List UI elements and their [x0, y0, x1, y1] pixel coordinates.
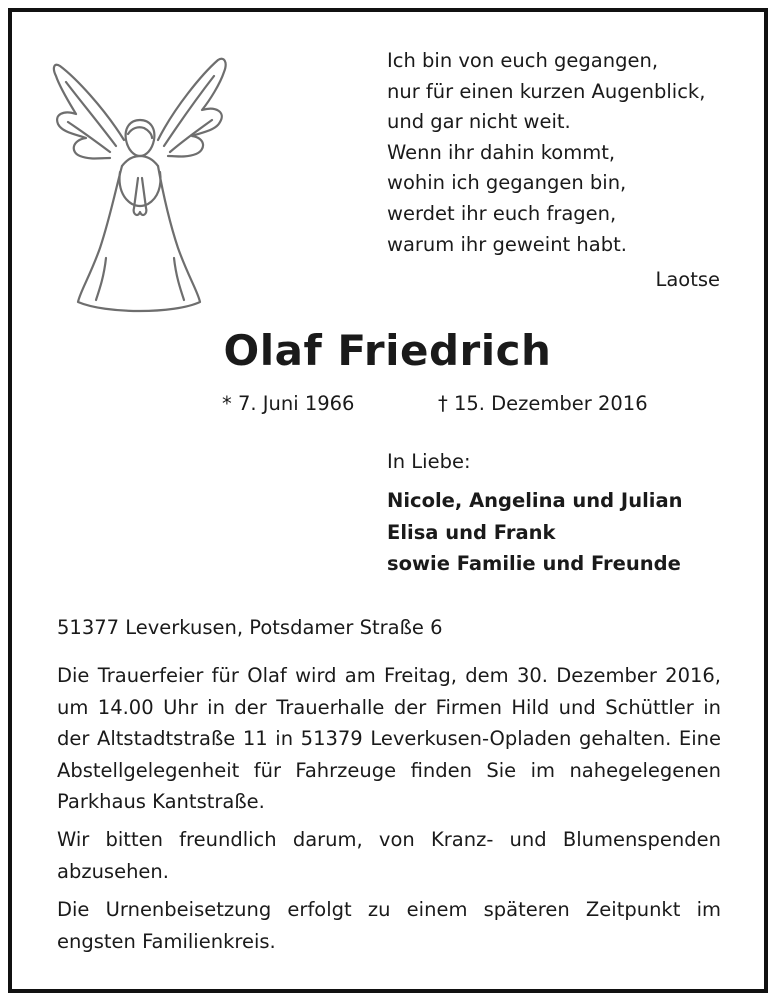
poem-line: warum ihr geweint habt. [387, 232, 627, 256]
poem-line: Wenn ihr dahin kommt, [387, 140, 616, 164]
poem-line: wohin ich gegangen bin, [387, 171, 627, 195]
poem-line: Ich bin von euch gegangen, [387, 49, 659, 72]
mourner-line: Nicole, Angelina und Julian [387, 489, 683, 512]
deceased-name: Olaf Friedrich [223, 326, 552, 375]
mourners-intro: In Liebe: [387, 450, 471, 473]
poem-line: nur für einen kurzen Augenblick, [387, 79, 706, 103]
flower-request-paragraph: Wir bitten freundlich darum, von Kranz- und Blumenspenden abzusehen. [57, 828, 721, 883]
urn-burial-paragraph: Die Urnenbeisetzung erfolgt zu einem späteren Zeitpunkt im engsten Familienkreis. [57, 898, 721, 953]
poem [387, 46, 727, 260]
address: 51377 Leverkusen, Potsdamer Straße 6 [57, 616, 443, 639]
mourner-line: Elisa und Frank [387, 520, 556, 544]
death-date: † 15. Dezember 2016 [438, 392, 648, 415]
mourners-list [387, 485, 682, 580]
poem-author: Laotse [655, 268, 720, 291]
angel-icon [46, 48, 234, 338]
poem-line: und gar nicht weit. [387, 110, 571, 134]
mourner-line: sowie Familie und Freunde [387, 552, 681, 575]
funeral-service-paragraph: Die Trauerfeier für Olaf wird am Freitag, dem 30. Dezember 2016, um 14.00 Uhr in der Trauerhalle der Firmen Hild und Schüttler in der Altstadtstraße 11 in 51379 Leverkusen-Opladen gehalten. Eine Abstellgelegenheit für Fahrzeuge finden Sie im nahegelegenen Parkhaus Kantstraße. [57, 664, 721, 813]
poem-line: werdet ihr euch fragen, [387, 201, 617, 225]
birth-date: * 7. Juni 1966 [222, 392, 355, 415]
